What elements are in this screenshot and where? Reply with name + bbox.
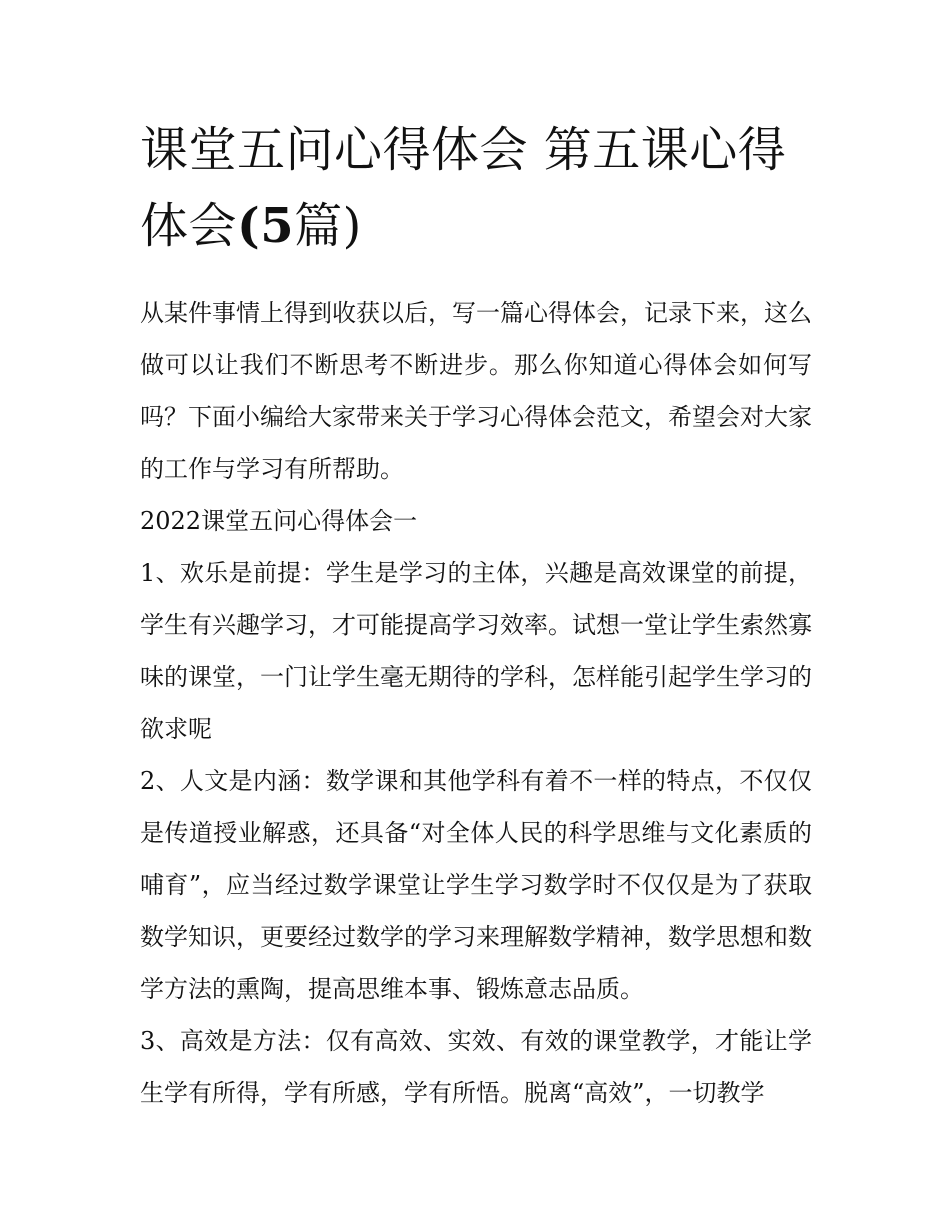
point-2-paragraph: 2、人文是内涵：数学课和其他学科有着不一样的特点，不仅仅是传道授业解惑，还具备“对全体人民的科学思维与文化素质的哺育”，应当经过数学课堂让学生学习数学时不仅仅是为了获取数学知识，更要经过数学的学习来理解数学精神，数学思想和数学方法的熏陶，提高思维本事、锻炼意志品质。 [140,767,812,1003]
document-title [140,112,812,264]
point-3-paragraph: 3、高效是方法：仅有高效、实效、有效的课堂教学，才能让学生学有所得，学有所感，学有所悟。脱离“高效”，一切教学 [140,1027,812,1107]
title-suffix: 篇) [294,198,362,254]
intro-paragraph: 从某件事情上得到收获以后，写一篇心得体会，记录下来，这么做可以让我们不断思考不断进步。那么你知道心得体会如何写吗？下面小编给大家带来关于学习心得体会范文，希望会对大家的工作与学习有所帮助。 [140,299,812,483]
section-heading: 2022课堂五问心得体会一 [140,507,418,535]
title-text: 课堂五问心得体会 第五课心得体会 [140,122,787,254]
document-body [140,112,812,1119]
title-count: (5 [237,198,295,254]
point-1-paragraph: 1、欢乐是前提：学生是学习的主体，兴趣是高效课堂的前提，学生有兴趣学习，才可能提高学习效率。试想一堂让学生索然寡味的课堂，一门让学生毫无期待的学科，怎样能引起学生学习的欲求呢 [140,559,812,743]
